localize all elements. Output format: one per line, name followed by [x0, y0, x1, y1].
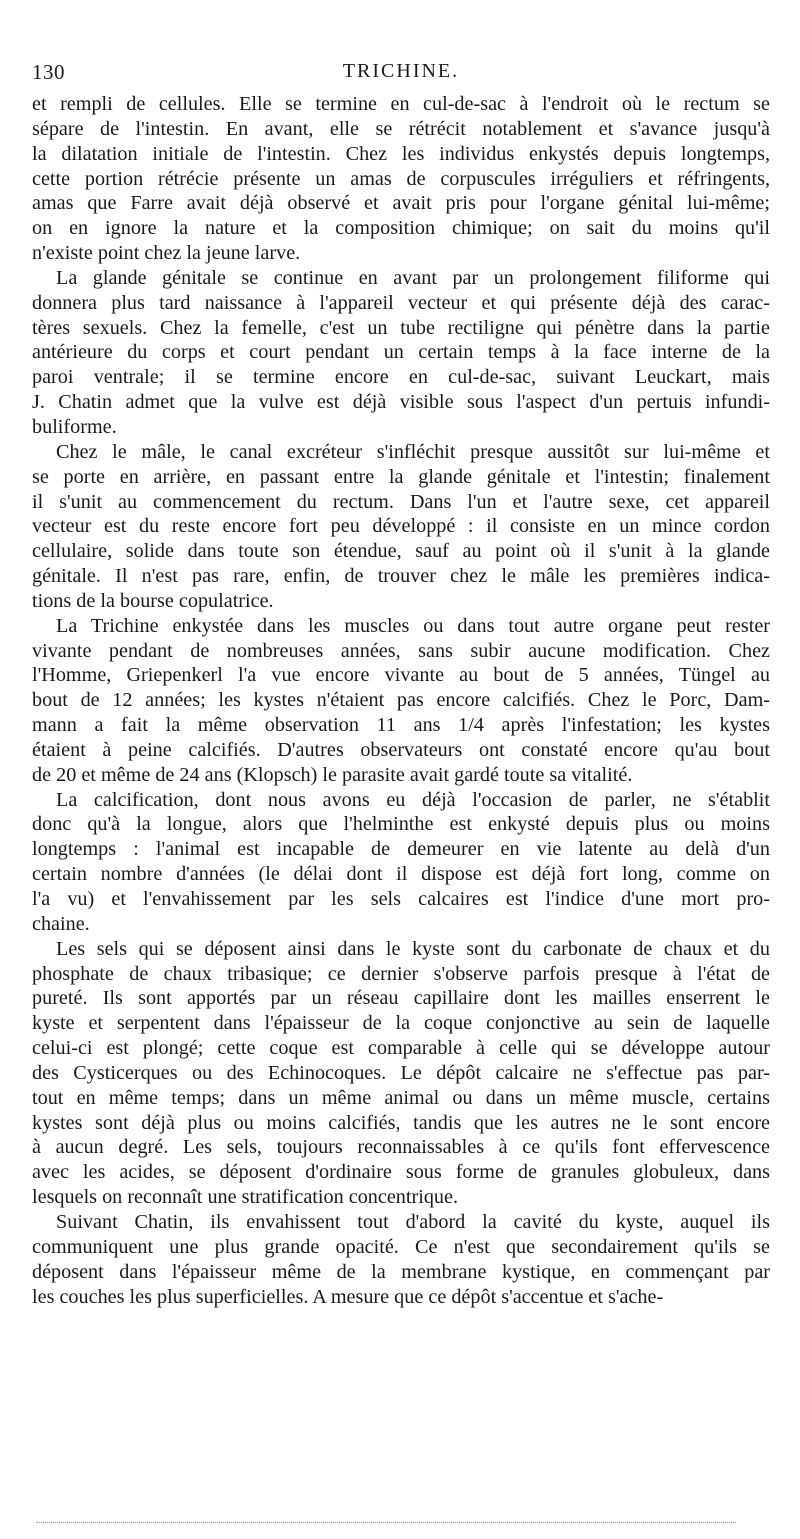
text-line: vecteur est du reste encore fort peu développé : il consiste en un mince cordon	[32, 515, 770, 538]
text-line: lesquels on reconnaît une stratification concentrique.	[32, 1186, 459, 1209]
paragraph	[32, 92, 770, 266]
text-line: n'existe point chez la jeune larve.	[32, 242, 301, 265]
text-line: des Cysticerques ou des Echinocoques. Le dépôt calcaire ne s'effectue pas par-	[32, 1061, 770, 1084]
text-line: pureté. Ils sont apportés par un réseau capillaire dont les mailles enserrent le	[32, 987, 770, 1010]
text-line: La Trichine enkystée dans les muscles ou dans tout autre organe peut rester	[56, 614, 770, 637]
text-line: déposent dans l'épaisseur même de la membrane kystique, en commençant par	[32, 1260, 770, 1283]
text-line: de 20 et même de 24 ans (Klopsch) le parasite avait gardé toute sa vitalité.	[32, 763, 633, 786]
paragraph	[32, 266, 770, 440]
text-line: La glande génitale se continue en avant par un prolongement filiforme qui	[56, 266, 770, 289]
text-line: cellulaire, solide dans toute son étendue, sauf au point où il s'unit à la glande	[32, 540, 770, 563]
paragraph	[32, 1210, 770, 1309]
text-line: et rempli de cellules. Elle se termine en cul-de-sac à l'endroit où le rectum se	[32, 93, 770, 115]
text-line: sépare de l'intestin. En avant, elle se rétrécit notablement et s'avance jusqu'à	[32, 117, 770, 140]
text-line: Suivant Chatin, ils envahissent tout d'abord la cavité du kyste, auquel ils	[56, 1210, 770, 1233]
text-line: cette portion rétrécie présente un amas de corpuscules irréguliers et réfringents,	[32, 167, 770, 190]
text-line: celui-ci est plongé; cette coque est comparable à celle qui se développe autour	[32, 1037, 770, 1060]
text-line: antérieure du corps et court pendant un certain temps à la face interne de la	[32, 341, 770, 364]
paragraph	[32, 440, 770, 614]
paragraph	[32, 937, 770, 1210]
text-line: donnera plus tard naissance à l'appareil vecteur et qui présente déjà des carac-	[32, 291, 770, 314]
text-line: bout de 12 années; les kystes n'étaient pas encore calcifiés. Chez le Porc, Dam-	[32, 689, 770, 712]
text-line: la dilatation initiale de l'intestin. Chez les individus enkystés depuis longtemps,	[32, 142, 770, 165]
paragraph	[32, 788, 770, 937]
text-line: Les sels qui se déposent ainsi dans le kyste sont du carbonate de chaux et du	[56, 937, 770, 960]
text-line: chaine.	[32, 912, 90, 935]
text-line: étaient à peine calcifiés. D'autres observateurs ont constaté encore qu'au bout	[32, 738, 770, 761]
text-line: se porte en arrière, en passant entre la glande génitale et l'intestin; finalement	[32, 465, 770, 488]
running-head	[32, 60, 770, 88]
text-line: tout en même temps; dans un même animal ou dans un même muscle, certains	[32, 1086, 770, 1109]
text-line: buliforme.	[32, 415, 117, 438]
text-line: tères sexuels. Chez la femelle, c'est un tube rectiligne qui pénètre dans la partie	[32, 316, 770, 339]
text-line: phosphate de chaux tribasique; ce dernier s'observe parfois presque à l'état de	[32, 962, 770, 985]
text-line: longtemps : l'animal est incapable de demeurer en vie latente au delà d'un	[32, 838, 770, 861]
text-line: mann a fait la même observation 11 ans 1/4 après l'infestation; les kystes	[32, 714, 770, 737]
text-line: les couches les plus superficielles. A mesure que ce dépôt s'accentue et s'ache-	[32, 1285, 664, 1308]
running-title: TRICHINE.	[342, 60, 460, 82]
text-line: à aucun degré. Les sels, toujours reconnaissables à ce qu'ils font effervescence	[32, 1136, 770, 1159]
text-line: kyste et serpentent dans l'épaisseur de la coque conjonctive au sein de laquelle	[32, 1012, 770, 1035]
text-line: donc qu'à la longue, alors que l'helminthe est enkysté depuis plus ou moins	[32, 813, 770, 836]
text-line: communiquent une plus grande opacité. Ce n'est que secondairement qu'ils se	[32, 1235, 770, 1258]
text-line: tions de la bourse copulatrice.	[32, 589, 274, 612]
footer-dotted-rule	[36, 1522, 736, 1523]
body-text	[32, 92, 770, 1309]
text-line: paroi ventrale; il se termine encore en cul-de-sac, suivant Leuckart, mais	[32, 366, 770, 389]
text-line: kystes sont déjà plus ou moins calcifiés, tandis que les autres ne le sont encore	[32, 1111, 770, 1134]
text-line: génitale. Il n'est pas rare, enfin, de trouver chez le mâle les premières indica-	[32, 565, 770, 588]
text-line: certain nombre d'années (le délai dont il dispose est déjà fort long, comme on	[32, 863, 770, 886]
text-line: Chez le mâle, le canal excréteur s'infléchit presque aussitôt sur lui-même et	[56, 440, 770, 463]
text-line: on en ignore la nature et la composition chimique; on sait du moins qu'il	[32, 217, 770, 240]
text-line: avec les acides, se déposent d'ordinaire sous forme de granules globuleux, dans	[32, 1161, 770, 1184]
paragraph	[32, 614, 770, 788]
text-line: il s'unit au commencement du rectum. Dans l'un et l'autre sexe, cet appareil	[32, 490, 770, 513]
text-line: J. Chatin admet que la vulve est déjà visible sous l'aspect d'un pertuis infundi-	[32, 391, 770, 414]
page-number: 130	[32, 60, 65, 84]
text-line: amas que Farre avait déjà observé et avait pris pour l'organe génital lui-même;	[32, 192, 770, 215]
text-line: La calcification, dont nous avons eu déjà l'occasion de parler, ne s'établit	[56, 788, 770, 811]
text-line: l'Homme, Griepenkerl l'a vue encore vivante au bout de 5 années, Tüngel au	[32, 664, 770, 687]
text-line: vivante pendant de nombreuses années, sans subir aucune modification. Chez	[32, 639, 770, 662]
text-line: l'a vu) et l'envahissement par les sels calcaires est l'indice d'une mort pro-	[32, 888, 770, 910]
